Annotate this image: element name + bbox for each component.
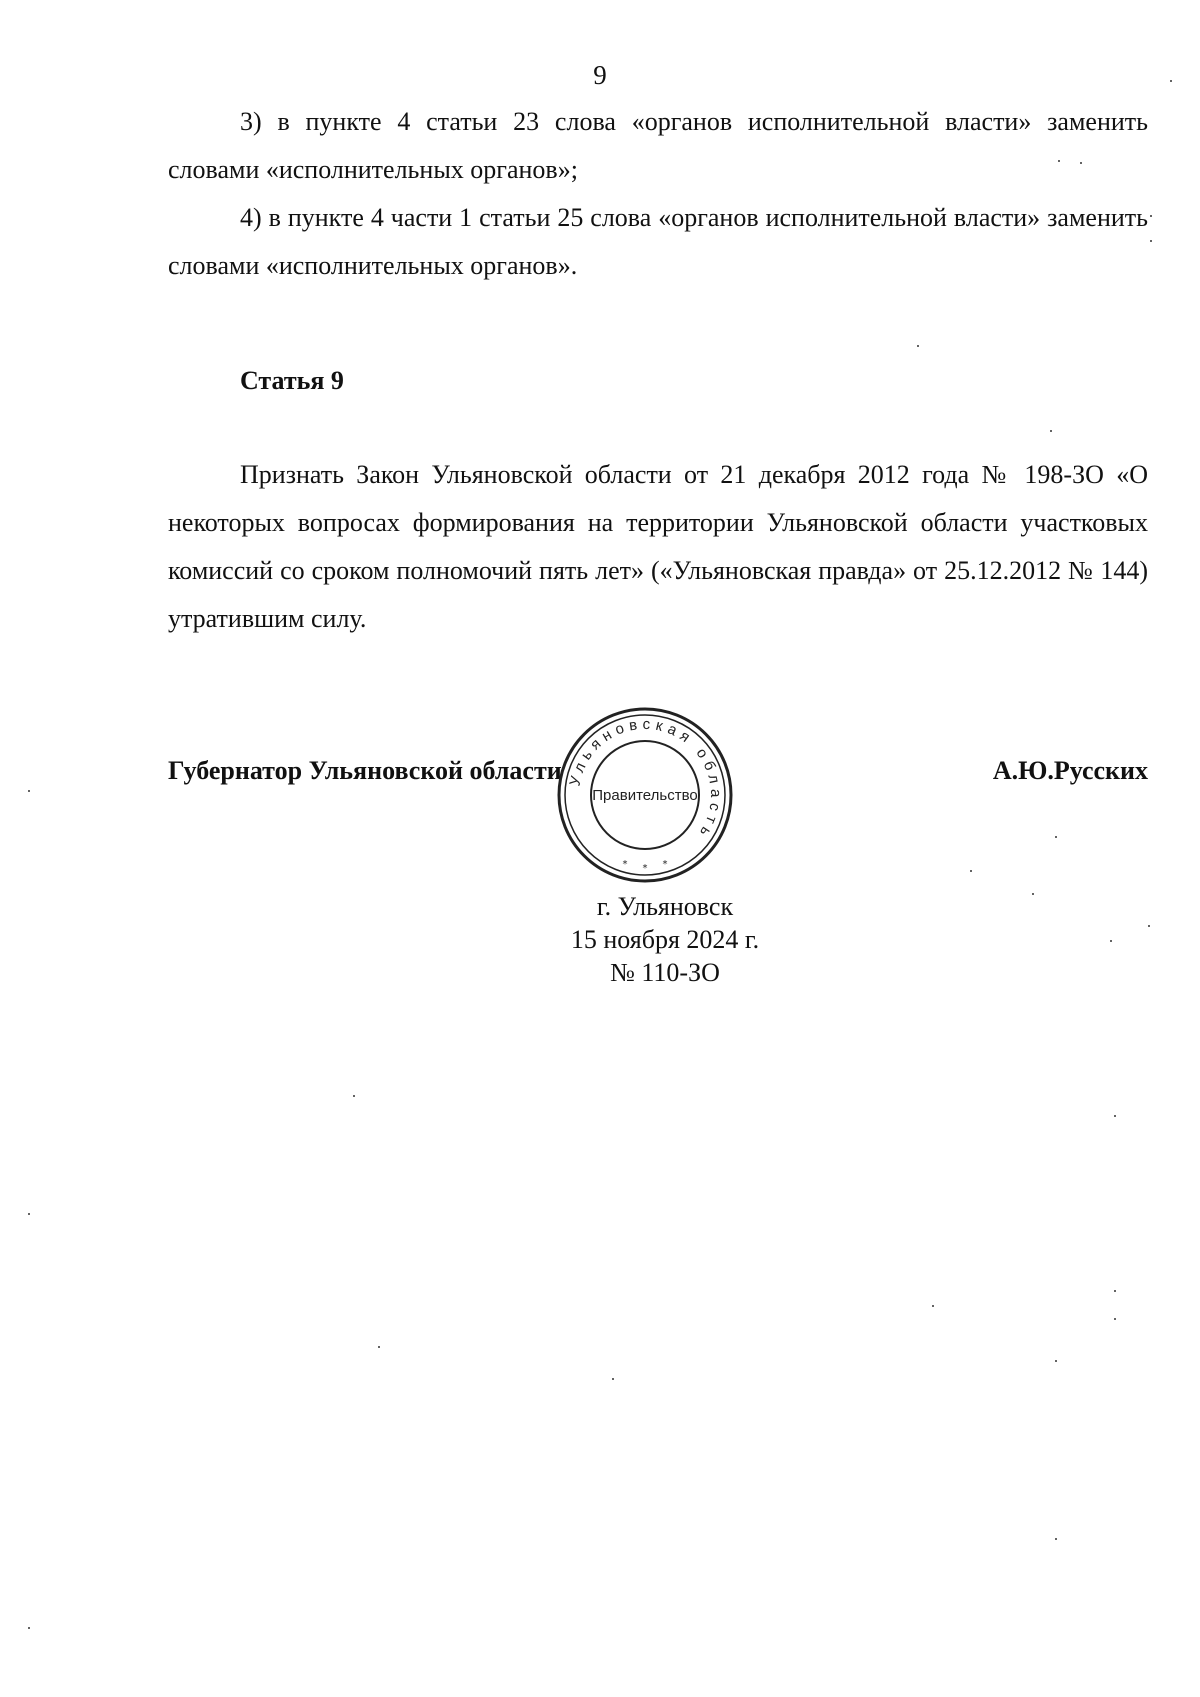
scan-speck xyxy=(1114,1115,1116,1117)
scan-speck xyxy=(1055,1538,1057,1540)
place-date-block xyxy=(0,890,1200,989)
scan-speck xyxy=(1050,430,1052,432)
svg-text:Ульяновская область xyxy=(567,716,725,844)
scan-speck xyxy=(1114,1290,1116,1292)
seal-star-icon: * xyxy=(642,863,648,874)
scan-speck xyxy=(353,1095,355,1097)
scan-speck xyxy=(378,1346,380,1348)
scan-speck xyxy=(1150,240,1152,242)
official-seal xyxy=(555,705,735,885)
scan-speck xyxy=(28,790,30,792)
scan-speck xyxy=(1148,925,1150,927)
scan-speck xyxy=(1055,1360,1057,1362)
article-paragraph: Признать Закон Ульяновской области от 21 декабря 2012 года № 198-ЗО «О некоторых вопросах формирования на территории Ульяновской области участковых комиссий со сроком полномочий пять лет» («Ульяновская правда» от 25.12.2012 № 144) утратившим силу. xyxy=(168,460,1148,633)
scan-speck xyxy=(1080,162,1082,164)
scan-speck xyxy=(932,1305,934,1307)
scan-speck xyxy=(1032,893,1034,895)
city: г. Ульяновск xyxy=(596,892,734,921)
scan-speck xyxy=(1058,160,1060,162)
scan-speck xyxy=(1114,1318,1116,1320)
scan-speck xyxy=(1170,80,1172,82)
seal-ring-text: Ульяновская область xyxy=(566,715,725,844)
seal-star-icon: * xyxy=(662,859,668,870)
seal-graphic xyxy=(555,705,735,885)
amendment-item: 3) в пункте 4 статьи 23 слова «органов исполнительной власти» заменить словами «исполнительных органов»; xyxy=(168,107,1148,184)
signature-name: А.Ю.Русских xyxy=(992,756,1148,785)
scan-speck xyxy=(28,1627,30,1629)
law-number: № 110-ЗО xyxy=(610,958,720,987)
scan-speck xyxy=(1055,836,1057,838)
page-number: 9 xyxy=(593,60,607,90)
seal-star-icon: * xyxy=(622,859,628,870)
law-date: 15 ноября 2024 г. xyxy=(570,925,760,954)
scan-speck xyxy=(612,1378,614,1380)
amendment-item: 4) в пункте 4 части 1 статьи 25 слова «органов исполнительной власти» заменить словами «исполнительных органов». xyxy=(168,203,1148,280)
seal-center-text: Правительство xyxy=(592,787,698,804)
article-body xyxy=(168,451,1148,643)
article-heading: Статья 9 xyxy=(240,366,344,395)
signature-title: Губернатор Ульяновской области xyxy=(168,756,562,785)
scan-speck xyxy=(1110,940,1112,942)
scan-speck xyxy=(917,345,919,347)
scan-speck xyxy=(1150,215,1152,217)
scan-speck xyxy=(970,870,972,872)
amendments-section xyxy=(168,98,1148,290)
scan-speck xyxy=(28,1213,30,1215)
